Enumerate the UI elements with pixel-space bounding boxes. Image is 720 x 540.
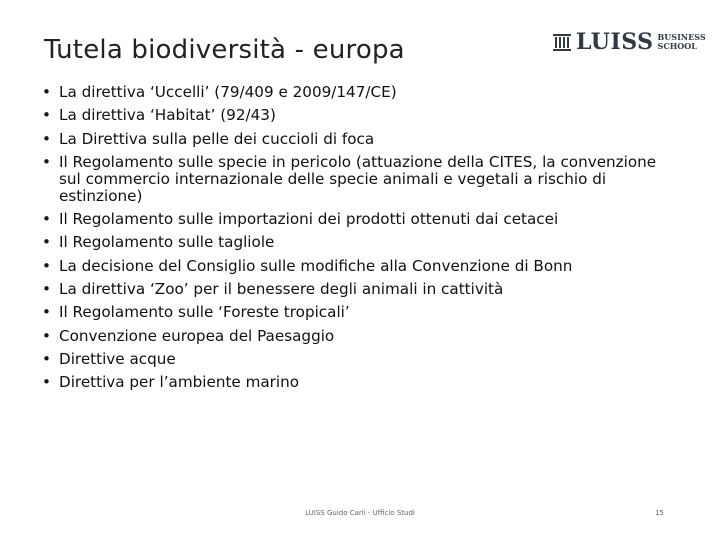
bullet-icon: • (42, 256, 51, 275)
list-item-text: La direttiva ‘Uccelli’ (79/409 e 2009/147/CE) (59, 83, 397, 101)
bullet-icon: • (42, 106, 51, 125)
bullet-icon: • (42, 233, 51, 252)
page-number: 15 (655, 509, 664, 517)
slide-title: Tutela biodiversità - europa (44, 35, 405, 66)
columns-icon (552, 32, 572, 52)
bullet-icon: • (42, 280, 51, 299)
list-item (42, 281, 682, 298)
list-item (42, 154, 682, 205)
list-item-text: Il Regolamento sulle specie in pericolo (attuazione della CITES, la convenzione sul commercio internazionale delle specie animali e vegetali a rischio di estinzione) (59, 152, 657, 205)
bullet-icon: • (42, 349, 51, 368)
list-item (42, 374, 682, 391)
list-item-text: Direttive acque (59, 349, 176, 368)
list-item (42, 304, 682, 321)
list-item-text: Il Regolamento sulle ‘Foreste tropicali’ (59, 303, 350, 322)
bullet-icon: • (42, 129, 51, 148)
list-item (42, 211, 682, 228)
logo-sub-line1: BUSINESS (657, 32, 706, 42)
list-item (42, 234, 682, 251)
logo-subtitle (658, 33, 706, 51)
list-item (42, 131, 682, 148)
bullet-icon: • (42, 210, 51, 229)
list-item-text: La Direttiva sulla pelle dei cuccioli di foca (59, 129, 375, 148)
list-item (42, 328, 682, 345)
logo-wordmark: LUISS (576, 29, 654, 55)
luiss-logo (552, 30, 706, 54)
list-item (42, 258, 682, 275)
list-item-text: Il Regolamento sulle importazioni dei prodotti ottenuti dai cetacei (59, 210, 559, 229)
list-item-text: Direttiva per l’ambiente marino (59, 373, 300, 392)
list-item (42, 84, 682, 101)
bullet-icon: • (42, 373, 51, 392)
list-item (42, 351, 682, 368)
list-item-text: La decisione del Consiglio sulle modifiche alla Convenzione di Bonn (59, 256, 573, 275)
list-item (42, 107, 682, 124)
list-item-text: Convenzione europea del Paesaggio (59, 326, 335, 345)
footer-text: LUISS Guido Carli - Ufficio Studi (305, 509, 415, 517)
bullet-list (42, 84, 682, 398)
list-item-text: La direttiva ‘Habitat’ (92/43) (59, 106, 276, 125)
list-item-text: La direttiva ‘Zoo’ per il benessere degli animali in cattività (59, 280, 504, 299)
bullet-icon: • (42, 152, 51, 171)
bullet-icon: • (42, 303, 51, 322)
bullet-icon: • (42, 326, 51, 345)
bullet-icon: • (42, 83, 51, 101)
logo-sub-line2: SCHOOL (657, 41, 697, 51)
list-item-text: Il Regolamento sulle tagliole (59, 233, 275, 252)
